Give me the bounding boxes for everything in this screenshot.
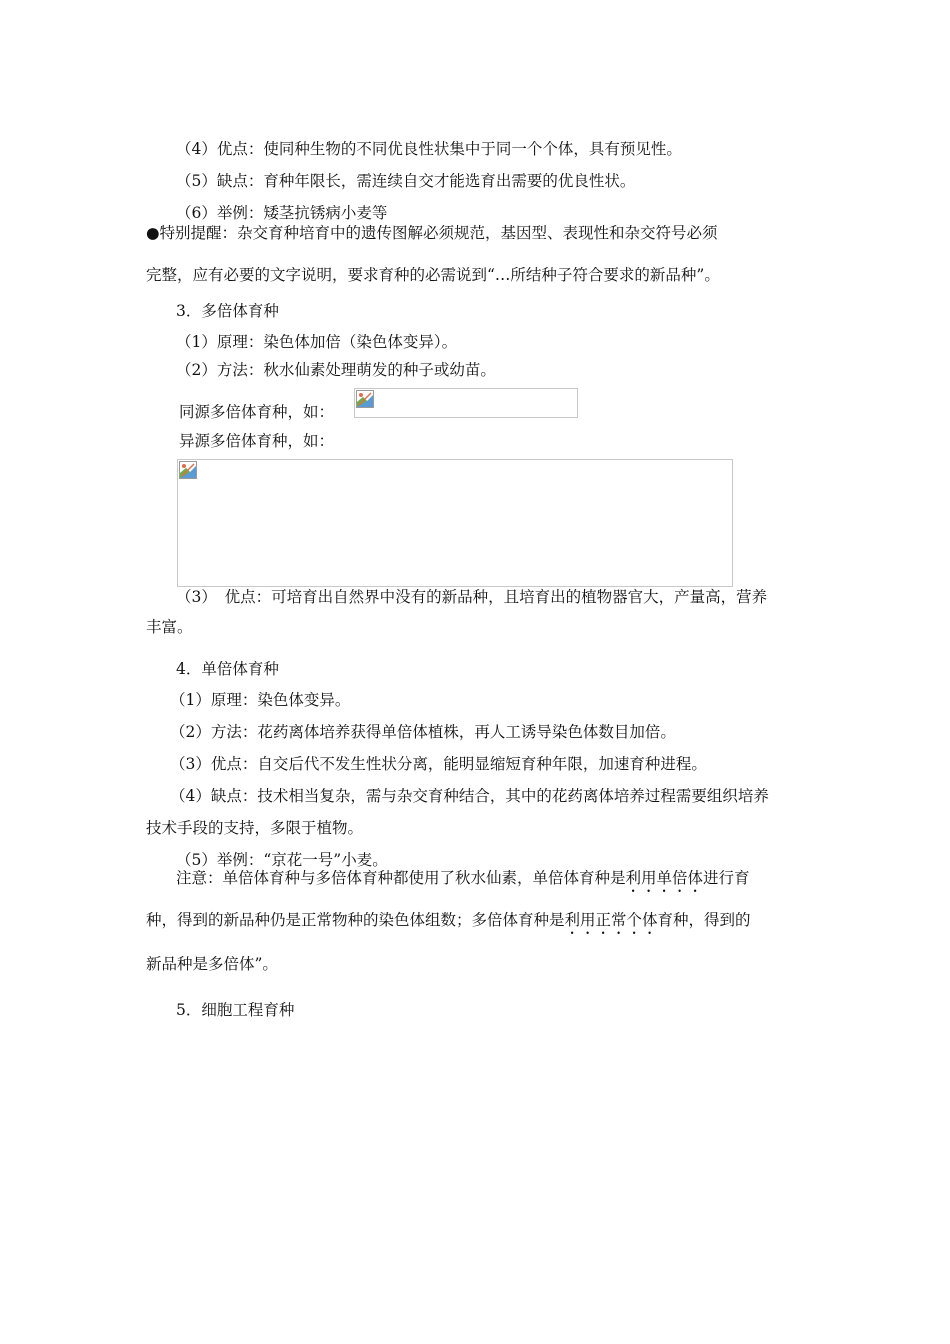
text-line: 同源多倍体育种，如： xyxy=(179,403,335,421)
text-line: （5）缺点：育种年限长，需连续自交才能选育出需要的优良性状。 xyxy=(176,172,636,190)
section-heading: 3．多倍体育种 xyxy=(176,302,279,320)
text-line: （5）举例：“京花一号”小麦。 xyxy=(176,851,388,869)
image-placeholder-autopolyploid xyxy=(354,388,578,418)
text-line: （4）缺点：技术相当复杂，需与杂交育种结合，其中的花药离体培养过程需要组织培养 xyxy=(170,787,769,805)
note-line xyxy=(146,910,751,938)
text-line: 新品种是多倍体”。 xyxy=(146,955,278,973)
note-text: 进行育 xyxy=(703,869,750,887)
note-text: 育种，得到的 xyxy=(657,911,751,929)
image-placeholder-allopolyploid xyxy=(177,459,733,587)
broken-image-icon xyxy=(179,461,197,479)
text-line: （1）原理：染色体变异。 xyxy=(170,691,351,709)
text-line: ●特别提醒：杂交育种培育中的遗传图解必须规范，基因型、表现性和杂交符号必须 xyxy=(146,224,718,242)
emphasized-text: 利用单倍体 xyxy=(625,869,704,887)
text-line: 技术手段的支持，多限于植物。 xyxy=(146,819,364,837)
broken-image-icon xyxy=(356,390,374,408)
text-line: 丰富。 xyxy=(146,618,193,636)
text-line: （4）优点：使同种生物的不同优良性状集中于同一个个体，具有预见性。 xyxy=(176,140,682,158)
note-line xyxy=(176,868,750,896)
emphasized-text: 利用正常个体 xyxy=(564,911,658,929)
text-line: （6）举例：矮茎抗锈病小麦等 xyxy=(176,204,388,222)
text-line: 完整，应有必要的文字说明，要求育种的必需说到“…所结种子符合要求的新品种”。 xyxy=(146,266,720,284)
text-line: （1）原理：染色体加倍（染色体变异）。 xyxy=(176,333,458,351)
text-line: （2）方法：秋水仙素处理萌发的种子或幼苗。 xyxy=(176,361,496,379)
section-heading: 4．单倍体育种 xyxy=(176,660,279,678)
text-line: （3） 优点：可培育出自然界中没有的新品种，且培育出的植物器官大，产量高，营养 xyxy=(176,588,768,606)
text-line: （2）方法：花药离体培养获得单倍体植株，再人工诱导染色体数目加倍。 xyxy=(170,723,676,741)
text-line: （3）优点：自交后代不发生性状分离，能明显缩短育种年限，加速育种进程。 xyxy=(170,755,707,773)
section-heading: 5．细胞工程育种 xyxy=(176,1001,295,1019)
note-text: 注意：单倍体育种与多倍体育种都使用了秋水仙素，单倍体育种是 xyxy=(176,869,626,887)
text-line: 异源多倍体育种，如： xyxy=(179,432,335,450)
note-text: 种，得到的新品种仍是正常物种的染色体组数；多倍体育种是 xyxy=(146,911,565,929)
